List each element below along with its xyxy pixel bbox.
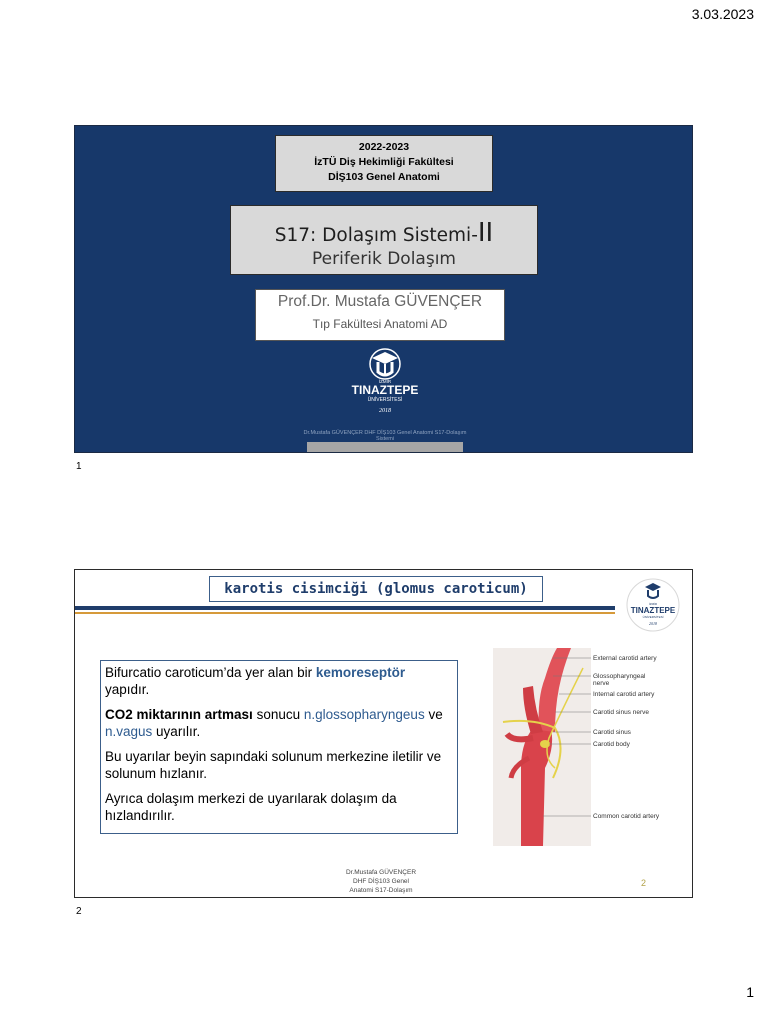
p2-text-and: ve	[424, 707, 443, 722]
p2-bold: CO2 miktarının artması	[105, 707, 253, 722]
print-date: 3.03.2023	[691, 6, 754, 22]
university-logo	[330, 346, 440, 421]
logo-univ: ÜNİVERSİTESİ	[367, 397, 403, 403]
slide-title-text: S17: Dolaşım Sistemi-	[274, 225, 478, 246]
course-info-box	[275, 135, 493, 192]
slide-2	[74, 569, 693, 898]
footer-bar	[307, 442, 463, 452]
footer-line-1: Dr.Mustafa GÜVENÇER	[345, 869, 417, 876]
slide-title-roman: II	[477, 218, 494, 248]
title-underline-blue	[75, 606, 615, 610]
label-internal-carotid: Internal carotid artery	[593, 691, 655, 698]
slide-1-number: 1	[76, 461, 82, 472]
title-box	[230, 205, 538, 275]
title-underline-orange	[75, 612, 615, 614]
logo-year: 2018	[649, 621, 657, 626]
slide-title: karotis cisimciği (glomus caroticum)	[209, 576, 543, 602]
page-number: 1	[746, 984, 754, 1000]
label-glossopharyngeal-2: nerve	[593, 680, 610, 687]
logo-name: TINAZTEPE	[630, 606, 676, 615]
course-name: DİŞ103 Genel Anatomi	[328, 171, 440, 183]
paragraph-2	[105, 706, 453, 740]
carotid-diagram	[493, 648, 689, 846]
paragraph-3: Bu uyarılar beyin sapındaki solunum merkezine iletilir ve solunum hızlanır.	[105, 749, 442, 781]
logo-year: 2018	[379, 408, 391, 414]
p1-highlight: kemoreseptör	[315, 665, 406, 680]
university-logo	[622, 578, 684, 632]
paragraph-1	[105, 664, 453, 698]
label-external-carotid: External carotid artery	[593, 655, 657, 662]
paragraph-4: Ayrıca dolaşım merkezi de uyarılarak dolaşım da hızlandırılır.	[105, 791, 397, 823]
logo-city: İZMİR	[378, 379, 392, 384]
logo-name: TINAZTEPE	[351, 383, 419, 397]
p2-nerve-1: n.glossopharyngeus	[303, 707, 425, 722]
author-department: Tıp Fakültesi Anatomi AD	[312, 317, 448, 331]
p2-text-end: uyarılır.	[152, 724, 201, 739]
footer-line-2: DHF DİŞ103 Genel	[353, 878, 409, 885]
slide-subtitle: Periferik Dolaşım	[312, 249, 456, 269]
label-glossopharyngeal: Glossopharyngeal	[593, 673, 646, 680]
slide-footer	[321, 868, 441, 895]
label-carotid-body: Carotid body	[593, 741, 630, 748]
author-box	[255, 289, 505, 341]
p2-nerve-2: n.vagus	[105, 724, 153, 739]
slide-2-number: 2	[76, 906, 82, 917]
label-carotid-sinus-nerve: Carotid sinus nerve	[593, 709, 649, 716]
footer-line-3: Anatomi S17-Dolaşım	[349, 887, 413, 894]
label-carotid-sinus: Carotid sinus	[593, 729, 631, 736]
faculty-name: İzTÜ Diş Hekimliği Fakültesi	[314, 156, 454, 168]
logo-univ: ÜNİVERSİTESİ	[642, 615, 664, 619]
p1-text: Bifurcatio caroticum’da yer alan bir	[105, 665, 316, 680]
slide-footer: Dr.Mustafa GÜVENÇER DHF DİŞ103 Genel Anatomi S17-Dolaşım Sistemi	[303, 430, 467, 442]
academic-year: 2022-2023	[358, 141, 410, 153]
p1-text-end: yapıdır.	[105, 682, 150, 697]
logo-city: İZMİR	[648, 602, 658, 606]
content-textbox	[100, 660, 458, 834]
author-name: Prof.Dr. Mustafa GÜVENÇER	[277, 293, 483, 310]
slide-title	[231, 218, 537, 248]
slide-1	[74, 125, 693, 453]
p2-text: sonucu	[252, 707, 304, 722]
slide-page-number: 2	[641, 878, 647, 888]
label-common-carotid: Common carotid artery	[593, 813, 660, 820]
